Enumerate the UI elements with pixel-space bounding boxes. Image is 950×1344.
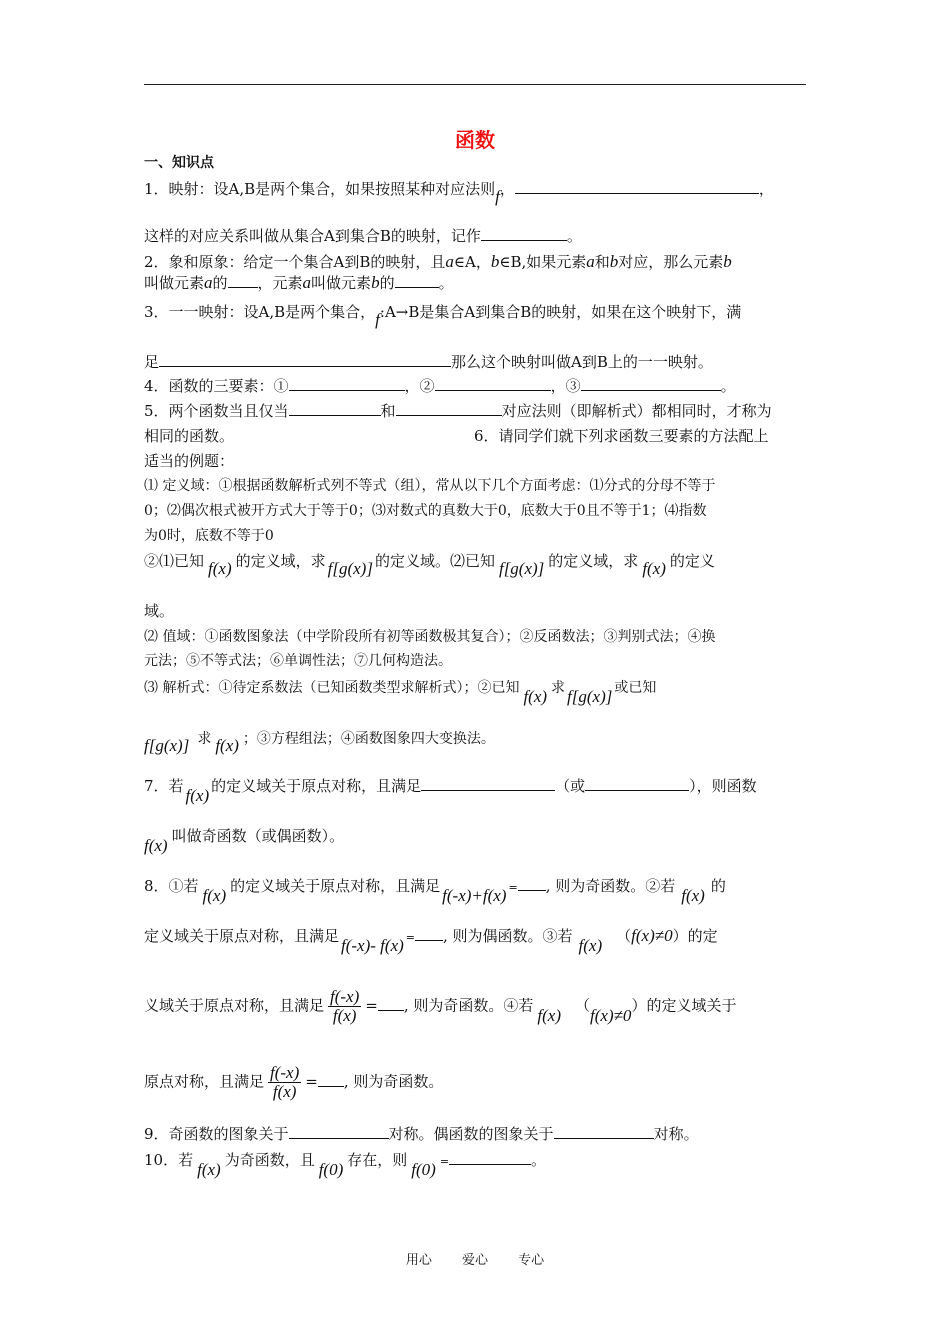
item-8-line1: 8．①若 f(x) 的定义域关于原点对称，且满足 f(-x)+f(x) = , 则为奇函数。②若 f(x) 的 xyxy=(144,877,726,905)
page-title: 函数 xyxy=(455,128,495,152)
item-10: 10．若 f(x) 为奇函数，且 f(0) 存在，则 f(0) = 。 xyxy=(144,1151,547,1179)
frac-numerator: f(-x) xyxy=(330,987,360,1006)
domain-text-4: ②⑴已知 f(x) 的定义域，求 f[g(x)] 的定义域。⑵已知 f[g(x)] 的定义域，求 f(x) 的定义 xyxy=(144,552,715,578)
domain-text-1: ⑴ 定义域：①根据函数解析式列不等式（组），常从以下几个方面考虑：⑴分式的分母不等于 xyxy=(144,478,716,494)
domain-text-5: 域。 xyxy=(144,602,175,620)
item-2-line1: 2．象和原象：给定一个集合A到B的映射，且a∈A，b∈B,如果元素a和b对应，那么元素b xyxy=(144,252,732,271)
item-2-line2: 叫做元素a的 ，元素a叫做元素b的 。 xyxy=(144,273,454,292)
item-8-line3: 义域关于原点对称，且满足 $\frac{f(-x)}{f(x)}$ = , 则为奇函数。④若 f(x) （f(x)≠0）的定义域关于 xyxy=(144,987,737,1025)
item-9: 9．奇函数的图象关于 对称。偶函数的图象关于 对称。 xyxy=(144,1125,699,1143)
item-3-line2: 足 那么这个映射叫做A到B上的一一映射。 xyxy=(144,353,713,371)
header-rule xyxy=(144,84,806,85)
item-7-line1: 7．若 f(x) 的定义域关于原点对称，且满足 （或 ），则函数 xyxy=(144,777,757,805)
frac-denominator: f(x) xyxy=(272,1082,297,1101)
item-4: 4．函数的三要素：① ，② ，③ 。 xyxy=(144,377,736,395)
section-heading: 一、知识点 xyxy=(144,155,214,171)
item-8-line4: 原点对称，且满足 $\frac{f(-x)}{f(x)}$ = , 则为奇函数。 xyxy=(144,1063,444,1101)
item-7-line2: f(x) 叫做奇函数（或偶函数）。 xyxy=(144,827,345,855)
item-5-line2: 相同的函数。 6．请同学们就下列求函数三要素的方法配上 xyxy=(144,427,769,445)
formula-text-2: f[g(x)] 求 f(x) ；③方程组法；④函数图象四大变换法。 xyxy=(144,731,495,755)
domain-text-3: 为0时，底数不等于0 xyxy=(144,528,274,544)
formula-text-1: ⑶ 解析式：①待定系数法（已知函数类型求解析式）；②已知 f(x) 求 f[g(x)] 或已知 xyxy=(144,680,657,706)
item-1-line1: 1．映射：设A,B是两个集合，如果按照某种对应法则f， ， xyxy=(144,180,774,206)
range-text-2: 元法；⑤不等式法；⑥单调性法；⑦几何构造法。 xyxy=(144,653,452,669)
item-3-line1: 3．一一映射：设A,B是两个集合，f:A→B是集合A到集合B的映射，如果在这个映射下，满 xyxy=(144,303,742,329)
frac-denominator: f(x) xyxy=(332,1006,357,1025)
frac-numerator: f(-x) xyxy=(270,1063,300,1082)
page-footer: 用心 爱心 专心 xyxy=(405,1253,545,1268)
domain-text-2: 0；⑵偶次根式被开方式大于等于0；⑶对数式的真数大于0，底数大于0且不等于1；⑷指数 xyxy=(144,503,707,519)
item-8-line2: 定义域关于原点对称，且满足 f(-x)- f(x) = , 则为偶函数。③若 f(x) （f(x)≠0）的定 xyxy=(144,926,718,955)
item-1-line2: 这样的对应关系叫做从集合A到集合B的映射，记作 。 xyxy=(144,227,582,245)
item-5-line1: 5．两个函数当且仅当 和 对应法则（即解析式）都相同时，才称为 xyxy=(144,402,772,420)
range-text-1: ⑵ 值域：①函数图象法（中学阶段所有初等函数极其复合）；②反函数法；③判别式法；④换 xyxy=(144,629,716,645)
item-6-line1: 适当的例题： xyxy=(144,452,235,470)
